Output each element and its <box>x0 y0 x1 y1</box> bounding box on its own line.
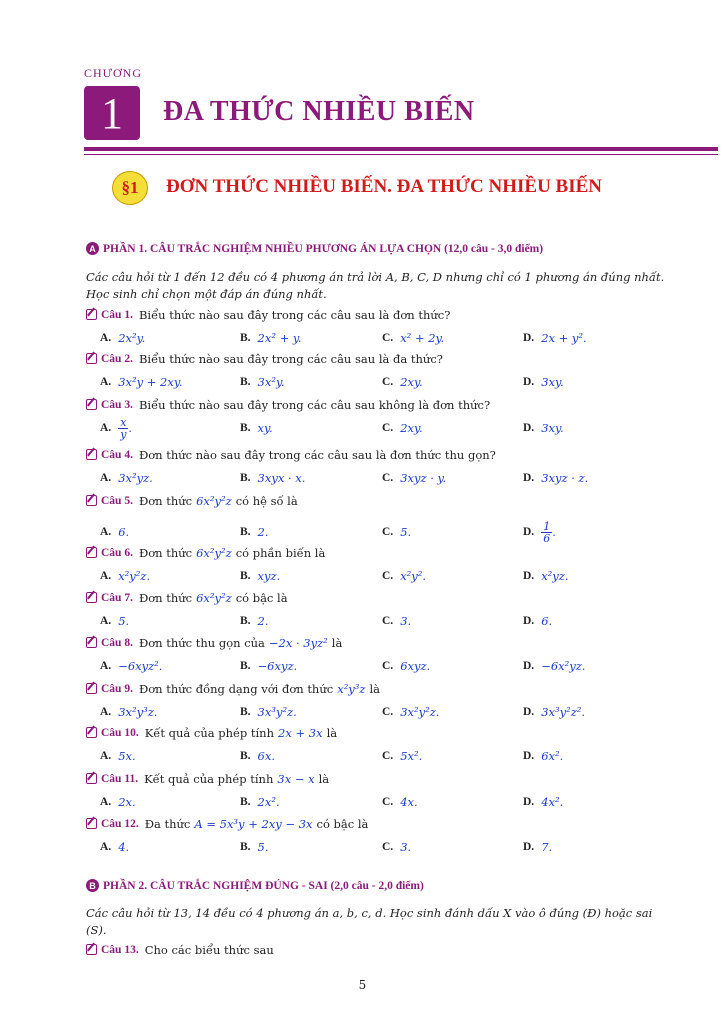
answer-option-a[interactable] <box>100 701 157 723</box>
question-line <box>86 815 686 832</box>
question-text: Biểu thức nào sau đây trong các câu sau là đa thức? <box>138 351 443 366</box>
option-letter: C. <box>382 472 394 484</box>
option-letter: C. <box>382 615 394 627</box>
answer-option-a[interactable] <box>100 521 129 543</box>
question-label: Câu 4. <box>101 448 133 461</box>
answer-option-d[interactable] <box>523 791 563 813</box>
pencil-icon <box>86 944 97 955</box>
answer-option-a[interactable] <box>100 371 182 393</box>
pencil-icon <box>86 353 97 364</box>
answer-option-a[interactable] <box>100 467 153 489</box>
option-value: 3xyz · y. <box>400 471 447 485</box>
question-text-after: có phần biến là <box>235 545 326 560</box>
option-letter: A. <box>100 615 112 627</box>
fraction-denominator: y <box>120 427 127 441</box>
answer-option-d[interactable] <box>523 327 587 349</box>
option-letter: B. <box>240 570 251 582</box>
answer-option-b[interactable] <box>240 467 305 489</box>
question-text: Biểu thức nào sau đây trong các câu sau không là đơn thức? <box>138 397 491 412</box>
chapter-rule-thick <box>84 147 718 151</box>
answer-option-d[interactable] <box>523 565 569 587</box>
question-line <box>86 680 686 697</box>
option-value: 3x²y²z. <box>400 705 440 719</box>
answer-option-d[interactable] <box>523 745 563 767</box>
question-math: 2x + 3x <box>278 725 323 740</box>
answer-option-a[interactable] <box>100 417 132 439</box>
answer-option-b[interactable] <box>240 610 269 632</box>
option-letter: A. <box>100 472 112 484</box>
part2-heading <box>86 879 424 892</box>
question-label: Câu 6. <box>101 546 133 559</box>
chapter-rule-thin <box>84 154 718 155</box>
option-letter: D. <box>523 841 535 853</box>
answer-option-b[interactable] <box>240 791 280 813</box>
question-13-text: Cho các biểu thức sau <box>144 942 274 957</box>
answer-option-d[interactable] <box>523 610 552 632</box>
option-letter: D. <box>523 750 535 762</box>
option-letter: D. <box>523 615 535 627</box>
question-math: 6x²y²z <box>196 545 232 560</box>
answer-option-d[interactable] <box>523 371 564 393</box>
part2-title: PHẦN 2. CÂU TRẮC NGHIỆM ĐÚNG - SAI (2,0 câu - 2,0 điểm) <box>103 879 424 892</box>
option-value: 4. <box>118 840 130 854</box>
question-11 <box>86 770 686 813</box>
question-text: Đơn thức <box>138 590 193 605</box>
option-value: 5x². <box>400 749 423 763</box>
question-4 <box>86 446 686 489</box>
question-line <box>86 396 686 413</box>
fraction-numerator: 1 <box>543 519 551 533</box>
answer-option-b[interactable] <box>240 417 273 439</box>
option-letter: C. <box>382 570 394 582</box>
answer-option-d[interactable] <box>523 521 556 543</box>
pencil-icon <box>86 683 97 694</box>
fraction <box>541 521 552 544</box>
option-value: 2x² + y. <box>257 331 302 345</box>
option-letter: A. <box>100 660 112 672</box>
option-value: 3x²y³z. <box>118 705 158 719</box>
option-value: 6x. <box>257 749 276 763</box>
answer-option-c[interactable] <box>382 701 439 723</box>
option-value: 5. <box>118 614 130 628</box>
question-text: Kết quả của phép tính <box>144 725 274 740</box>
option-value: 2x². <box>257 795 280 809</box>
question-13 <box>86 941 686 958</box>
question-text-after: là <box>326 725 338 740</box>
answer-option-a[interactable] <box>100 610 129 632</box>
option-value: 2x. <box>118 795 136 809</box>
question-text: Đơn thức nào sau đây trong các câu sau là đơn thức thu gọn? <box>138 447 496 462</box>
option-value: −6xyz. <box>257 659 298 673</box>
answer-options <box>86 610 686 632</box>
pencil-icon <box>86 818 97 829</box>
option-value: −6xyz². <box>118 659 163 673</box>
option-value: 3x³y²z. <box>257 705 297 719</box>
option-value: x²y². <box>400 569 427 583</box>
question-text-after: là <box>369 681 381 696</box>
pencil-icon <box>86 592 97 603</box>
option-value: xy. <box>257 421 273 435</box>
pencil-icon <box>86 773 97 784</box>
answer-option-a[interactable] <box>100 565 150 587</box>
option-value: −6x²yz. <box>541 659 586 673</box>
option-letter: B. <box>240 332 251 344</box>
option-letter: B. <box>240 660 251 672</box>
answer-option-a[interactable] <box>100 791 136 813</box>
part2-intro: Các câu hỏi từ 13, 14 đều có 4 phương án a, b, c, d. Học sinh đánh dấu X vào ô đúng (Đ) hoặc sai (S). <box>86 906 653 937</box>
question-label: Câu 10. <box>101 726 139 739</box>
question-line <box>86 589 686 606</box>
question-math: 6x²y²z <box>196 590 232 605</box>
option-period: . <box>552 525 556 539</box>
question-text: Đơn thức đồng dạng với đơn thức <box>138 681 334 696</box>
answer-options <box>86 791 686 813</box>
option-value: 3xy. <box>541 421 564 435</box>
chapter-title: ĐA THỨC NHIỀU BIẾN <box>163 96 475 127</box>
question-text: Đơn thức thu gọn của <box>138 635 265 650</box>
question-line <box>86 446 686 463</box>
option-letter: C. <box>382 660 394 672</box>
answer-option-c[interactable] <box>382 521 411 543</box>
answer-option-c[interactable] <box>382 371 423 393</box>
part1-heading <box>86 242 543 255</box>
answer-options <box>86 655 686 677</box>
option-value: x²yz. <box>541 569 569 583</box>
option-letter: B. <box>240 422 251 434</box>
page-number: 5 <box>358 978 367 992</box>
question-text: Đơn thức <box>138 545 193 560</box>
question-1 <box>86 306 686 349</box>
question-label: Câu 1. <box>101 308 133 321</box>
option-letter: D. <box>523 796 535 808</box>
fraction <box>118 417 128 440</box>
option-letter: C. <box>382 526 394 538</box>
option-value: x² + 2y. <box>400 331 445 345</box>
pencil-icon <box>86 727 97 738</box>
option-value: 3x²yz. <box>118 471 153 485</box>
answer-options <box>86 417 686 439</box>
question-text-after: có bậc là <box>235 590 288 605</box>
answer-option-d[interactable] <box>523 467 588 489</box>
option-value: 2xy. <box>400 421 423 435</box>
answer-options <box>86 327 686 349</box>
answer-options <box>86 745 686 767</box>
question-label: Câu 5. <box>101 494 133 507</box>
option-letter: D. <box>523 706 535 718</box>
option-value: 3x²y + 2xy. <box>118 375 183 389</box>
option-letter: D. <box>523 570 535 582</box>
answer-options <box>86 371 686 393</box>
option-letter: C. <box>382 796 394 808</box>
answer-option-d[interactable] <box>523 836 552 858</box>
question-line <box>86 306 686 323</box>
answer-option-a[interactable] <box>100 327 145 349</box>
question-text: Kết quả của phép tính <box>144 771 274 786</box>
option-value: 3xy. <box>541 375 564 389</box>
option-letter: B. <box>240 706 251 718</box>
question-13-line <box>86 941 686 958</box>
question-7 <box>86 589 686 632</box>
answer-option-c[interactable] <box>382 745 422 767</box>
answer-option-b[interactable] <box>240 745 275 767</box>
option-letter: B. <box>240 750 251 762</box>
section-badge: §1 <box>112 171 148 205</box>
option-value: 2x + y². <box>541 331 587 345</box>
answer-options <box>86 701 686 723</box>
question-13-label: Câu 13. <box>101 943 139 956</box>
option-letter: D. <box>523 376 535 388</box>
answer-option-c[interactable] <box>382 467 446 489</box>
option-value: 3. <box>400 840 412 854</box>
option-period: . <box>128 421 133 435</box>
answer-option-c[interactable] <box>382 836 411 858</box>
question-math: 6x²y²z <box>196 493 232 508</box>
option-value: 3x³y²z². <box>541 705 586 719</box>
option-letter: A. <box>100 376 112 388</box>
option-letter: B. <box>240 472 251 484</box>
question-line <box>86 724 686 741</box>
option-value: 3xyx · x. <box>257 471 306 485</box>
option-value: xyz. <box>257 569 281 583</box>
option-value: 6xyz. <box>400 659 431 673</box>
question-10 <box>86 724 686 767</box>
question-label: Câu 8. <box>101 636 133 649</box>
question-6 <box>86 544 686 587</box>
answer-option-b[interactable] <box>240 655 297 677</box>
answer-options <box>86 521 686 543</box>
question-line <box>86 544 686 561</box>
option-letter: D. <box>523 526 535 538</box>
option-value: 4x. <box>400 795 418 809</box>
part1-title: PHẦN 1. CÂU TRẮC NGHIỆM NHIỀU PHƯƠNG ÁN LỰA CHỌN (12,0 câu - 3,0 điểm) <box>103 242 544 255</box>
option-value: 3x²y. <box>257 375 285 389</box>
answer-option-b[interactable] <box>240 836 269 858</box>
question-text: Biểu thức nào sau đây trong các câu sau là đơn thức? <box>138 307 451 322</box>
answer-option-c[interactable] <box>382 791 418 813</box>
option-letter: A. <box>100 526 112 538</box>
pencil-icon <box>86 309 97 320</box>
option-letter: A. <box>100 422 112 434</box>
answer-option-c[interactable] <box>382 327 444 349</box>
option-value: 5x. <box>118 749 136 763</box>
option-letter: A. <box>100 706 112 718</box>
question-text-after: là <box>318 771 330 786</box>
option-value: 4x². <box>541 795 564 809</box>
answer-option-c[interactable] <box>382 610 411 632</box>
question-text: Đơn thức <box>138 493 193 508</box>
answer-option-b[interactable] <box>240 565 280 587</box>
question-line <box>86 634 686 651</box>
option-letter: C. <box>382 841 394 853</box>
option-value: 5. <box>400 525 412 539</box>
option-value: x²y²z. <box>118 569 151 583</box>
option-value: 6. <box>118 525 130 539</box>
option-value: 2. <box>257 525 269 539</box>
answer-option-a[interactable] <box>100 655 162 677</box>
question-3 <box>86 396 686 439</box>
answer-options <box>86 836 686 858</box>
question-9 <box>86 680 686 723</box>
option-letter: B. <box>240 796 251 808</box>
option-letter: B. <box>240 615 251 627</box>
pencil-icon <box>86 495 97 506</box>
option-letter: D. <box>523 660 535 672</box>
answer-option-c[interactable] <box>382 417 423 439</box>
answer-options <box>86 467 686 489</box>
option-letter: A. <box>100 570 112 582</box>
chapter-label: CHƯƠNG <box>84 66 142 80</box>
question-label: Câu 11. <box>101 772 139 785</box>
answer-options <box>86 565 686 587</box>
option-letter: A. <box>100 796 112 808</box>
question-line <box>86 350 686 367</box>
option-value: 2x²y. <box>118 331 146 345</box>
answer-option-b[interactable] <box>240 521 269 543</box>
pencil-icon <box>86 547 97 558</box>
option-letter: C. <box>382 750 394 762</box>
option-value: 2xy. <box>400 375 423 389</box>
answer-option-b[interactable] <box>240 327 302 349</box>
option-letter: B. <box>240 841 251 853</box>
answer-option-c[interactable] <box>382 565 426 587</box>
question-label: Câu 2. <box>101 352 133 365</box>
option-value: 5. <box>257 840 269 854</box>
option-letter: A. <box>100 841 112 853</box>
question-line <box>86 770 686 787</box>
option-letter: A. <box>100 750 112 762</box>
option-letter: D. <box>523 422 535 434</box>
question-label: Câu 12. <box>101 817 139 830</box>
option-value: 6. <box>541 614 553 628</box>
question-text-after: là <box>331 635 343 650</box>
answer-option-a[interactable] <box>100 836 129 858</box>
question-8 <box>86 634 686 677</box>
question-math: x²y³z <box>337 681 366 696</box>
option-letter: A. <box>100 332 112 344</box>
answer-option-b[interactable] <box>240 371 285 393</box>
option-value: 2. <box>257 614 269 628</box>
question-12 <box>86 815 686 858</box>
part1-intro: Các câu hỏi từ 1 đến 12 đều có 4 phương án trả lời A, B, C, D nhưng chỉ có 1 phương án đúng nhất. Học sinh chỉ chọn một đáp án đúng nhất. <box>86 270 665 301</box>
option-letter: B. <box>240 526 251 538</box>
question-line <box>86 492 686 509</box>
question-math: −2x · 3yz² <box>268 635 328 650</box>
question-label: Câu 7. <box>101 591 133 604</box>
question-text: Đa thức <box>144 816 191 831</box>
answer-option-b[interactable] <box>240 701 297 723</box>
option-letter: B. <box>240 376 251 388</box>
question-math: A = 5x³y + 2xy − 3x <box>194 816 313 831</box>
option-letter: C. <box>382 332 394 344</box>
answer-option-c[interactable] <box>382 655 430 677</box>
option-letter: C. <box>382 376 394 388</box>
chapter-number-box: 1 <box>84 86 140 140</box>
answer-option-d[interactable] <box>523 701 585 723</box>
pencil-icon <box>86 637 97 648</box>
option-value: 6x². <box>541 749 564 763</box>
answer-option-a[interactable] <box>100 745 136 767</box>
question-label: Câu 9. <box>101 682 133 695</box>
question-text-after: có hệ số là <box>235 493 298 508</box>
option-letter: C. <box>382 706 394 718</box>
option-letter: C. <box>382 422 394 434</box>
option-letter: D. <box>523 332 535 344</box>
part2-badge: B <box>86 879 99 892</box>
option-value: 3. <box>400 614 412 628</box>
part1-badge: A <box>86 242 99 255</box>
question-label: Câu 3. <box>101 398 133 411</box>
answer-option-d[interactable] <box>523 417 564 439</box>
answer-option-d[interactable] <box>523 655 585 677</box>
pencil-icon <box>86 449 97 460</box>
option-value: 3xyz · z. <box>541 471 589 485</box>
section-title: ĐƠN THỨC NHIỀU BIẾN. ĐA THỨC NHIỀU BIẾN <box>166 176 603 197</box>
option-letter: D. <box>523 472 535 484</box>
fraction-denominator: 6 <box>543 531 551 545</box>
question-math: 3x − x <box>277 771 315 786</box>
option-value: 7. <box>541 840 553 854</box>
pencil-icon <box>86 399 97 410</box>
fraction-numerator: x <box>120 415 127 429</box>
question-5 <box>86 492 686 543</box>
question-2 <box>86 350 686 393</box>
question-text-after: có bậc là <box>316 816 369 831</box>
